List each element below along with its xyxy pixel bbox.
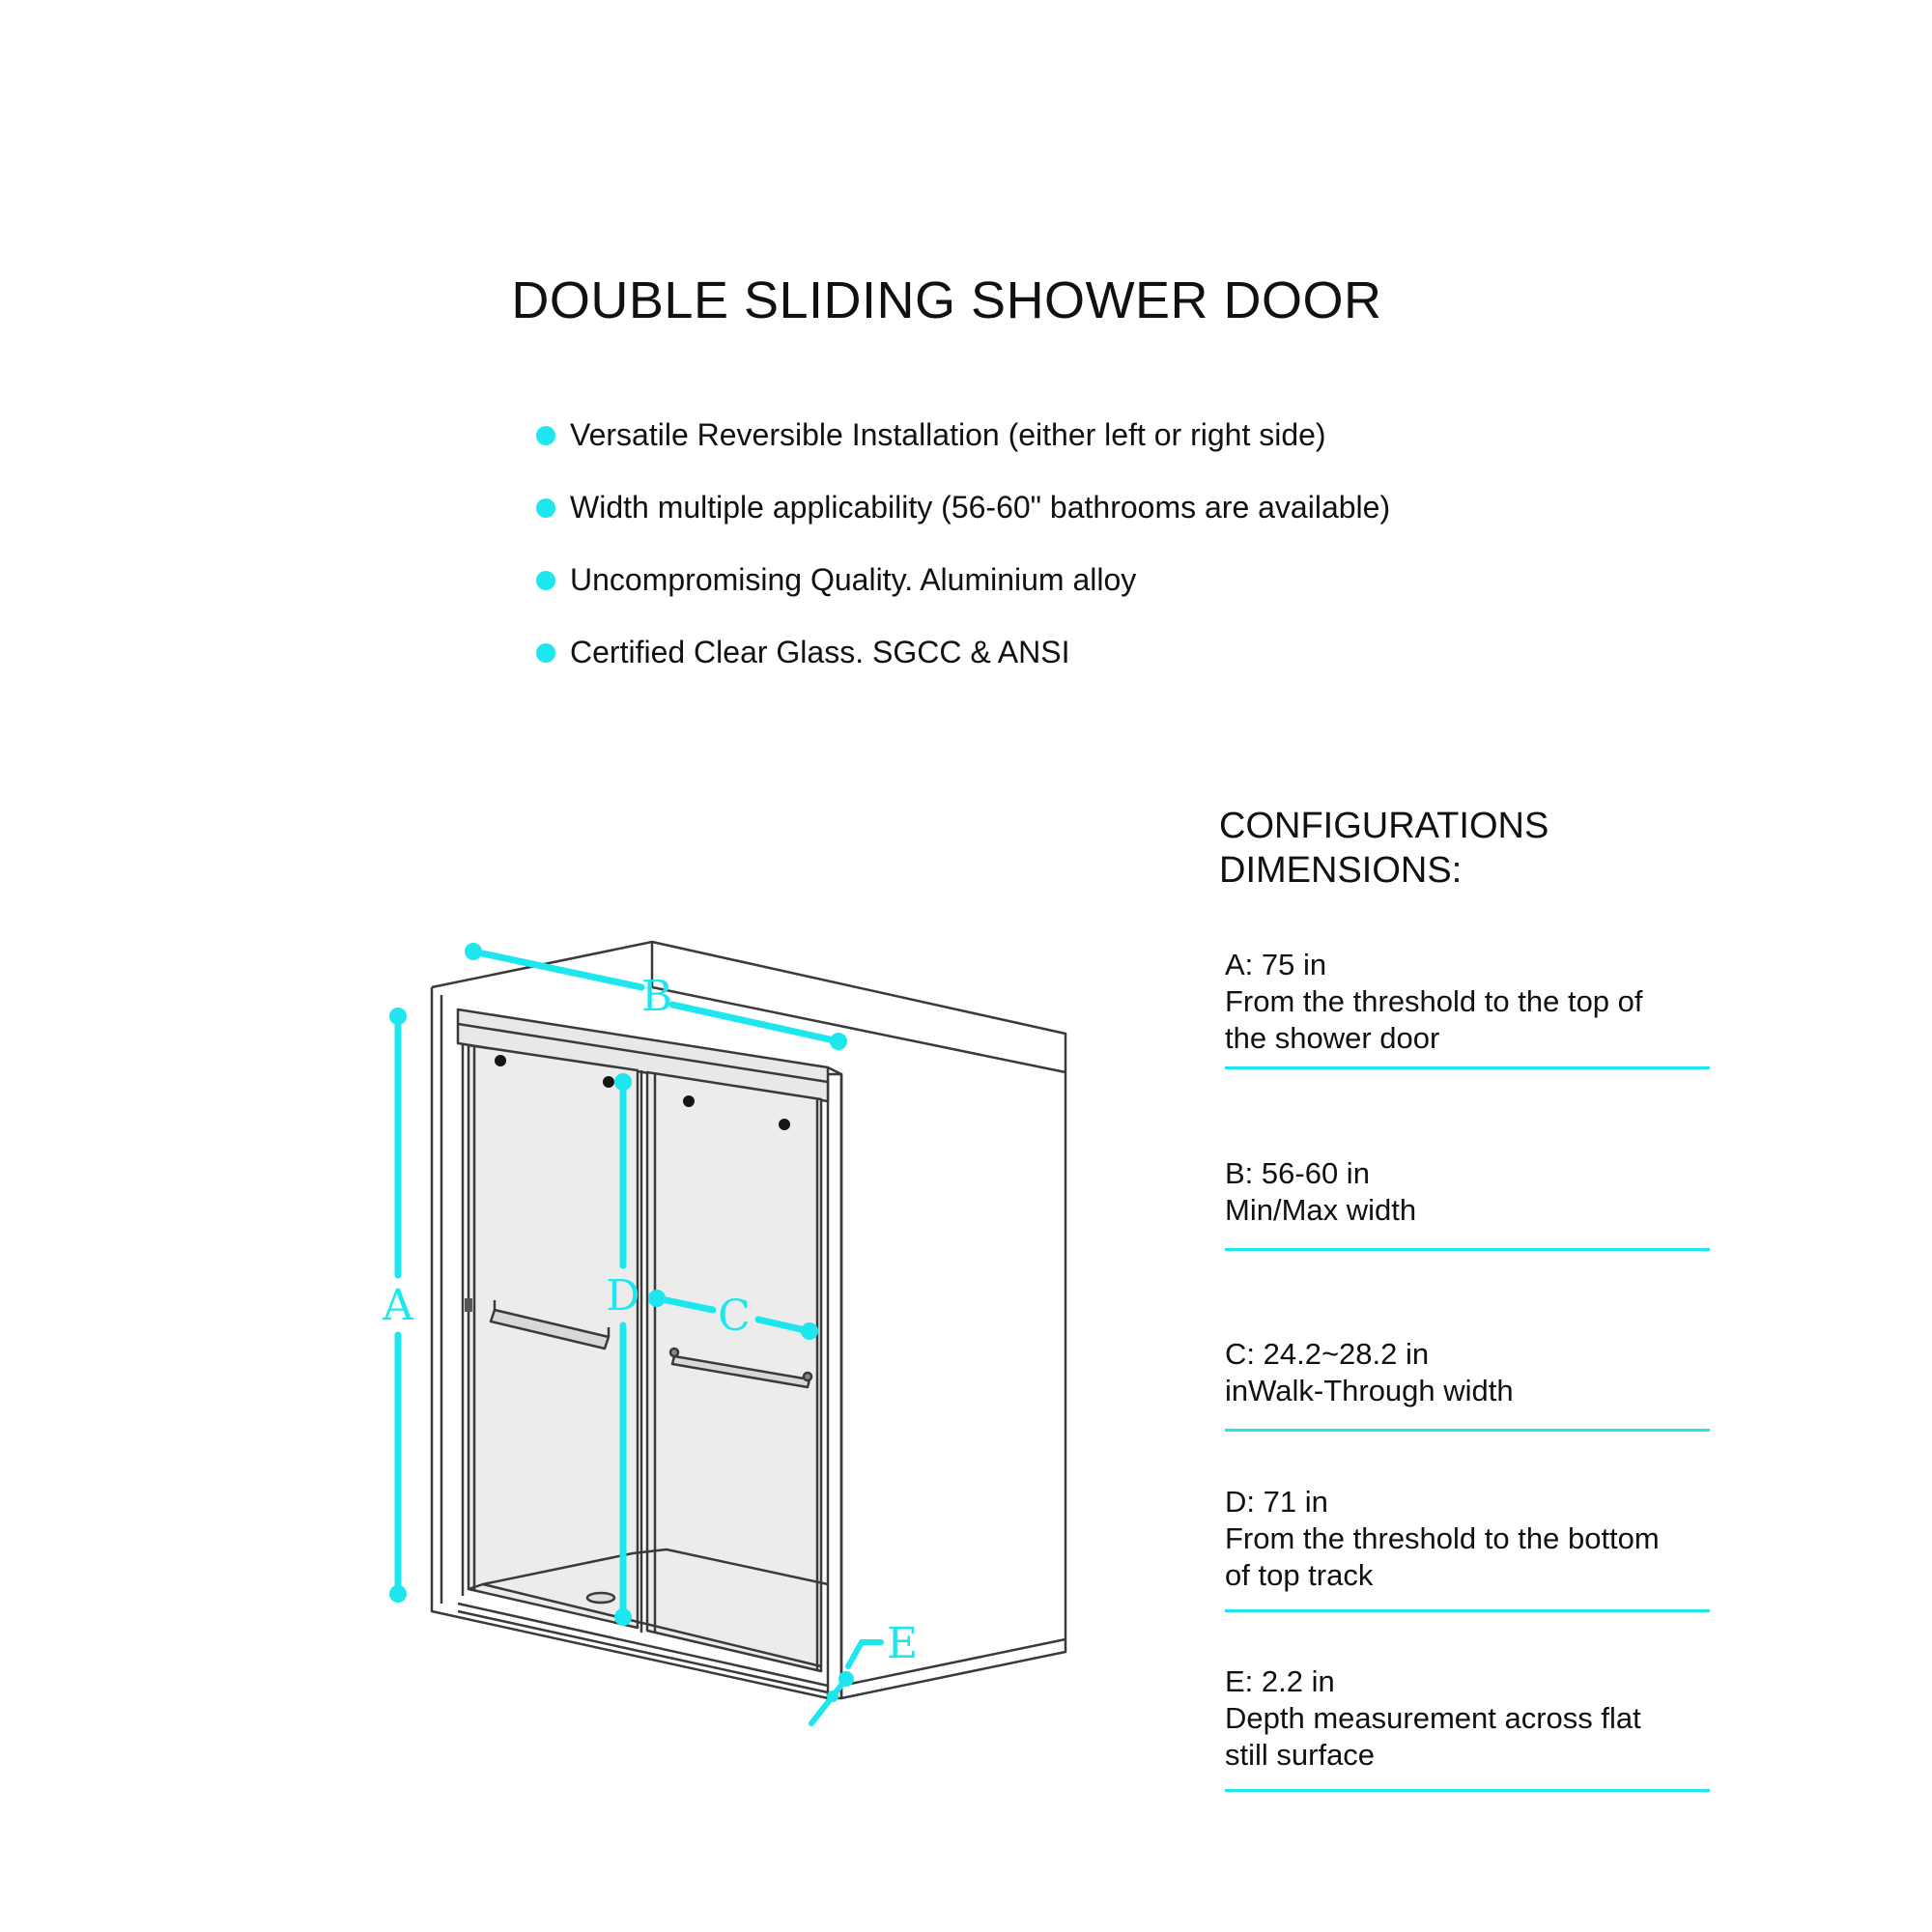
roller-bolt-icon — [683, 1095, 695, 1107]
spec-label: B: 56-60 in — [1225, 1156, 1370, 1190]
dimension-label-a: A — [383, 1281, 413, 1330]
dimension-label-c: C — [718, 1292, 751, 1341]
feature-text: Width multiple applicability (56-60" bathrooms are available) — [570, 490, 1391, 525]
spec-description: Depth measurement across flat — [1225, 1701, 1641, 1735]
spec-description: From the threshold to the top of — [1225, 984, 1643, 1018]
dimension-a — [382, 1008, 414, 1603]
configurations-heading — [1219, 804, 1548, 893]
page-title: DOUBLE SLIDING SHOWER DOOR — [511, 271, 1382, 329]
spec-divider — [1225, 1789, 1710, 1792]
dimension-label-d: D — [606, 1271, 640, 1321]
spec-divider — [1225, 1248, 1710, 1251]
spec-description: From the threshold to the bottom — [1225, 1521, 1660, 1555]
spec-c — [1225, 1336, 1710, 1409]
roller-bolt-icon — [495, 1055, 506, 1066]
spec-d — [1225, 1484, 1710, 1594]
roller-bolt-icon — [603, 1076, 614, 1088]
dimension-label-e: E — [886, 1619, 919, 1668]
spec-description: of top track — [1225, 1558, 1374, 1592]
spec-divider — [1225, 1066, 1710, 1069]
configurations-heading-line2: DIMENSIONS: — [1219, 850, 1463, 891]
spec-label: C: 24.2~28.2 in — [1225, 1337, 1430, 1371]
spec-divider — [1225, 1609, 1710, 1612]
spec-label: E: 2.2 in — [1225, 1664, 1335, 1698]
spec-description: Min/Max width — [1225, 1193, 1417, 1227]
spec-b — [1225, 1155, 1710, 1229]
spec-description: the shower door — [1225, 1021, 1440, 1055]
spec-label: A: 75 in — [1225, 948, 1327, 981]
dimension-label-b: B — [640, 972, 673, 1021]
feature-text: Certified Clear Glass. SGCC & ANSI — [570, 635, 1070, 669]
spec-description: inWalk-Through width — [1225, 1374, 1514, 1407]
spec-a — [1225, 947, 1710, 1057]
spec-e — [1225, 1663, 1710, 1774]
configurations-heading-line1: CONFIGURATIONS — [1219, 806, 1549, 846]
feature-text: Uncompromising Quality. Aluminium alloy — [570, 562, 1137, 597]
spec-divider — [1225, 1429, 1710, 1432]
spec-description: still surface — [1225, 1738, 1376, 1772]
feature-text: Versatile Reversible Installation (either left or right side) — [570, 417, 1326, 452]
enclosure-right-wall — [828, 1074, 841, 1698]
spec-label: D: 71 in — [1225, 1485, 1328, 1519]
roller-bolt-icon — [779, 1119, 790, 1130]
